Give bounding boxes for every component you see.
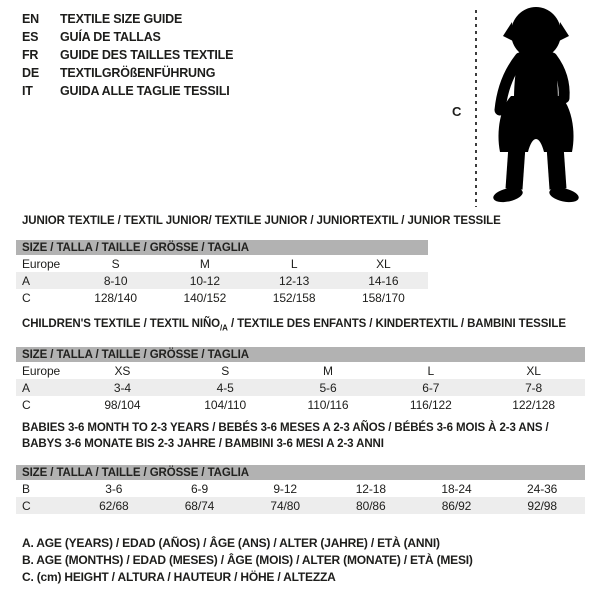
legend-line-b: B. AGE (MONTHS) / EDAD (MESES) / ÂGE (MOIS) / ALTER (MONATE) / ETÀ (MESI) (22, 553, 473, 567)
language-code: EN (22, 12, 39, 26)
children-title-pre: CHILDREN'S TEXTILE / TEXTIL NIÑO (22, 318, 221, 330)
junior-section-title: JUNIOR TEXTILE / TEXTIL JUNIOR/ TEXTILE JUNIOR / JUNIORTEXTIL / JUNIOR TESSILE (22, 215, 501, 227)
row-label: C (22, 498, 31, 513)
language-row-en (22, 10, 233, 28)
table-row-age-months (16, 480, 585, 497)
row-label: B (22, 481, 30, 496)
height-cell: 110/116 (307, 397, 349, 412)
language-row-it (22, 82, 233, 100)
children-size-table (16, 347, 585, 413)
row-label: A (22, 380, 30, 395)
row-label: Europe (22, 256, 61, 271)
age-cell: 10-12 (189, 273, 220, 288)
language-code: FR (22, 48, 39, 62)
age-cell: 18-24 (441, 481, 472, 496)
age-cell: 7-8 (525, 380, 543, 395)
size-cell: S (111, 256, 120, 271)
age-cell: 6-9 (190, 481, 209, 496)
size-header-bar: SIZE / TALLA / TAILLE / GRÖSSE / TAGLIA (16, 240, 428, 255)
size-header-bar: SIZE / TALLA / TAILLE / GRÖSSE / TAGLIA (16, 465, 585, 480)
table-row-height (16, 497, 585, 514)
language-code: DE (22, 66, 39, 80)
row-label: Europe (22, 363, 61, 378)
height-cell: 86/92 (441, 498, 472, 513)
children-title-post: / TEXTILE DES ENFANTS / KINDERTEXTIL / BAMBINI TESSILE (227, 318, 566, 330)
age-cell: 24-36 (527, 481, 558, 496)
row-label: A (22, 273, 30, 288)
size-cell: L (290, 256, 298, 271)
size-cell: XL (376, 256, 391, 271)
height-dotted-line (475, 10, 477, 207)
age-cell: 3-4 (113, 380, 131, 395)
babies-section-title (22, 420, 549, 452)
language-row-de (22, 64, 233, 82)
language-row-es (22, 28, 233, 46)
language-code: ES (22, 30, 39, 44)
height-cell: 158/170 (362, 290, 405, 305)
age-cell: 8-10 (103, 273, 128, 288)
age-cell: 5-6 (319, 380, 337, 395)
babies-title-line1: BABIES 3-6 MONTH TO 2-3 YEARS / BEBÉS 3-6 MESES A 2-3 AÑOS / BÉBÉS 3-6 MOIS À 2-3 ANS / (22, 422, 549, 434)
height-cell: 140/152 (183, 290, 227, 305)
age-cell: 6-7 (422, 380, 440, 395)
row-label: C (22, 397, 31, 412)
language-title: TEXTILE SIZE GUIDE (60, 12, 183, 26)
baby-toddler-silhouette-icon (487, 6, 585, 206)
size-cell: L (427, 363, 435, 378)
height-cell: 116/122 (409, 397, 452, 412)
age-cell: 14-16 (368, 273, 399, 288)
size-cell: XL (526, 363, 541, 378)
language-title: GUÍA DE TALLAS (60, 30, 161, 44)
table-row-europe (16, 362, 585, 379)
height-cell: 62/68 (99, 498, 129, 513)
table-row-height (16, 289, 428, 306)
language-title: TEXTILGRÖßENFÜHRUNG (60, 66, 216, 80)
height-cell: 68/74 (184, 498, 215, 513)
age-cell: 3-6 (105, 481, 123, 496)
age-cell: 12-18 (355, 481, 386, 496)
legend-line-a: A. AGE (YEARS) / EDAD (AÑOS) / ÂGE (ANS) / ALTER (JAHRE) / ETÀ (ANNI) (22, 536, 440, 550)
language-code: IT (22, 84, 33, 98)
height-cell: 122/128 (512, 397, 555, 412)
age-cell: 12-13 (279, 273, 310, 288)
size-header-bar: SIZE / TALLA / TAILLE / GRÖSSE / TAGLIA (16, 347, 585, 362)
age-cell: 9-12 (273, 481, 297, 496)
table-row-age (16, 379, 585, 396)
language-title: GUIDA ALLE TAGLIE TESSILI (60, 84, 230, 98)
size-cell: M (199, 256, 210, 271)
babies-size-table (16, 465, 585, 514)
height-cell: 80/86 (356, 498, 386, 513)
height-cell: 104/110 (204, 397, 247, 412)
height-cell: 92/98 (527, 498, 557, 513)
junior-size-table (16, 240, 428, 306)
age-cell: 4-5 (216, 380, 234, 395)
language-row-fr (22, 46, 233, 64)
size-cell: S (221, 363, 230, 378)
height-cell: 152/158 (272, 290, 316, 305)
height-cell: 98/104 (104, 397, 141, 412)
size-cell: XS (114, 363, 131, 378)
table-row-age (16, 272, 428, 289)
row-label: C (22, 290, 31, 305)
babies-title-line2: BABYS 3-6 MONATE BIS 2-3 JAHRE / BAMBINI 3-6 MESI A 2-3 ANNI (22, 438, 384, 450)
legend-line-c: C. (cm) HEIGHT / ALTURA / HAUTEUR / HÖHE / ALTEZZA (22, 570, 336, 584)
table-row-europe (16, 255, 428, 272)
language-header (22, 10, 233, 100)
table-row-height (16, 396, 585, 413)
height-measure-label: C (452, 104, 462, 119)
height-cell: 128/140 (94, 290, 137, 305)
children-title-subscript: /A (220, 323, 228, 333)
children-section-title (22, 318, 566, 332)
size-cell: M (323, 363, 333, 378)
height-cell: 74/80 (270, 498, 300, 513)
language-title: GUIDE DES TAILLES TEXTILE (60, 48, 234, 62)
